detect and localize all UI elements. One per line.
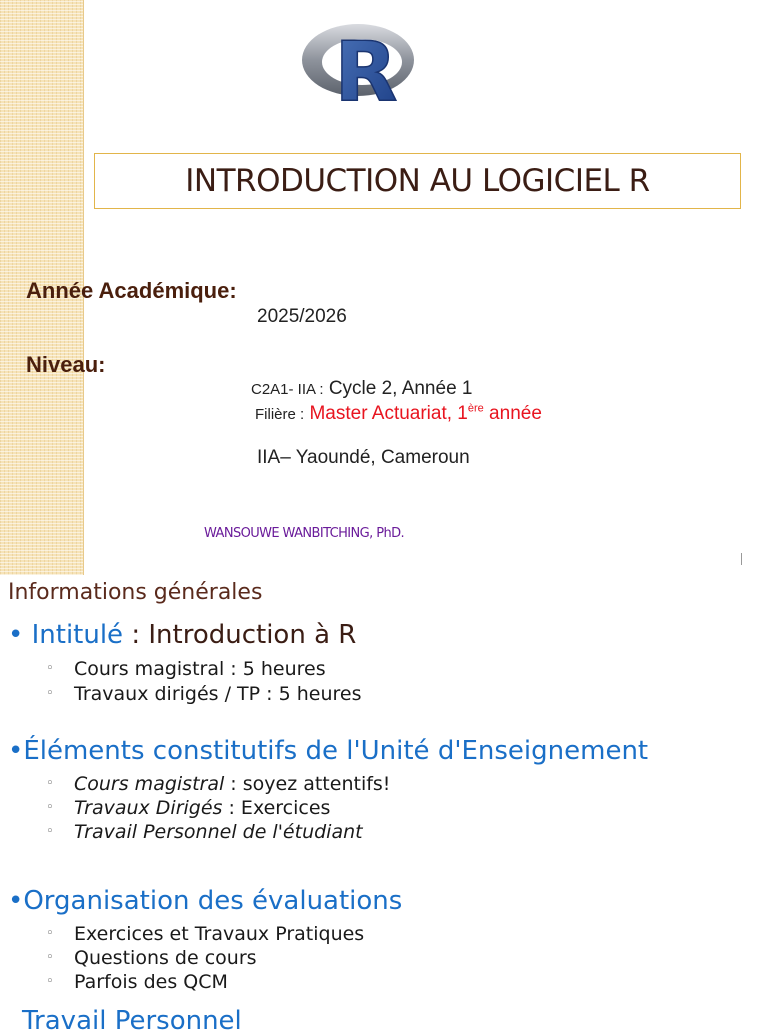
list-item (46, 683, 361, 705)
intitule-value: Introduction à R (148, 620, 357, 650)
sub-bullet-icon: ◦ (46, 824, 54, 839)
sub-bullet-icon: ◦ (46, 950, 54, 965)
filiere-sup: ère (467, 402, 484, 415)
niveau-label-text: Niveau (26, 352, 99, 377)
c2a1-line (251, 378, 472, 400)
filiere-label: Filière : (255, 406, 305, 423)
elements-bullet: •Éléments constitutifs de l'Unité d'Enseignement (8, 736, 649, 766)
niveau-label (26, 352, 105, 378)
list-item (46, 923, 364, 945)
filiere-line (255, 403, 542, 425)
list-item-text: : Exercices (222, 797, 331, 819)
annee-label (26, 278, 237, 304)
organisation-bullet: •Organisation des évaluations (8, 886, 403, 916)
c2a1-prefix: C2A1- IIA : (251, 381, 324, 398)
list-item-text: : soyez attentifs! (224, 773, 391, 795)
niveau-colon: : (98, 352, 106, 377)
list-item-text: Exercices et Travaux Pratiques (74, 923, 365, 945)
r-logo-icon (300, 16, 420, 108)
cut-off-bullet: Travail Personnel (22, 1006, 242, 1036)
list-item (46, 773, 390, 795)
title-box (94, 153, 741, 209)
list-item-emphasis: Travail Personnel de l'étudiant (74, 821, 363, 843)
list-item (46, 947, 257, 969)
sub-bullet-icon: ◦ (46, 776, 54, 791)
location: IIA– Yaoundé, Cameroun (257, 447, 470, 468)
section-heading: Informations générales (8, 580, 263, 605)
intitule-sep: : (123, 620, 149, 650)
annee-label-text: Année Académique (26, 278, 230, 303)
list-item-emphasis: Travaux Dirigés (74, 797, 223, 819)
author-name: WANSOUWE WANBITCHING, PhD. (204, 526, 405, 541)
filiere-value-tail: année (483, 403, 542, 424)
list-item-text: Parfois des QCM (74, 971, 228, 993)
list-item (46, 971, 228, 993)
c2a1-value: Cycle 2, Année 1 (328, 378, 473, 399)
sub-bullet-icon: ◦ (46, 686, 54, 701)
list-item-text: Cours magistral : 5 heures (74, 658, 326, 680)
list-item-text: Questions de cours (74, 947, 257, 969)
list-item-emphasis: Cours magistral (74, 773, 225, 795)
list-item (46, 797, 330, 819)
intitule-label: • Intitulé (8, 620, 124, 650)
intitule-bullet (8, 620, 356, 650)
list-item (46, 658, 326, 680)
sub-bullet-icon: ◦ (46, 926, 54, 941)
sub-bullet-icon: ◦ (46, 800, 54, 815)
slide-title: INTRODUCTION AU LOGICIEL R (185, 163, 650, 199)
annee-value: 2025/2026 (257, 306, 347, 327)
list-item-text: Travaux dirigés / TP : 5 heures (74, 683, 362, 705)
slide-divider-tick (741, 553, 742, 565)
list-item (46, 821, 363, 843)
filiere-value (309, 403, 541, 424)
r-logo-letter: R (334, 25, 398, 108)
annee-colon: : (229, 278, 237, 303)
sub-bullet-icon: ◦ (46, 661, 54, 676)
filiere-value-main: Master Actuariat, 1 (309, 403, 468, 424)
sub-bullet-icon: ◦ (46, 974, 54, 989)
